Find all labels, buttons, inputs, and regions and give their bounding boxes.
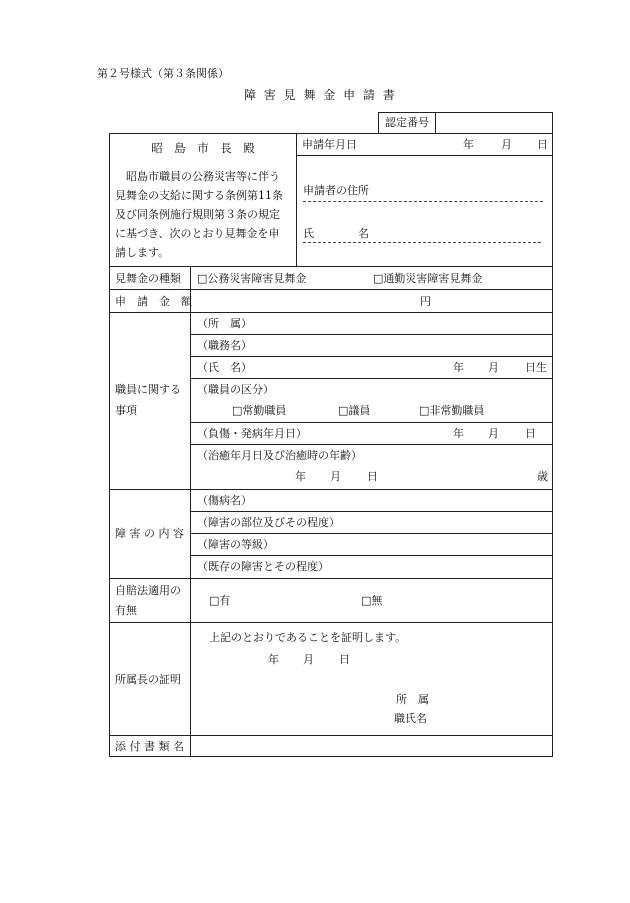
attachments-label: 添 付 書 類 名	[115, 740, 184, 753]
addressee: 昭 島 市 長 殿	[151, 141, 255, 155]
recovery-field: （治癒年月日及び治癒時の年齢）	[197, 449, 362, 462]
attachments-field[interactable]	[193, 737, 549, 755]
insurance-label-2: 有無	[115, 604, 137, 617]
birth-year: 年	[453, 361, 464, 374]
cert-name: 職氏名	[394, 712, 427, 725]
intro-line: 請します。	[115, 246, 170, 259]
form-number: 第２号様式（第３条関係）	[97, 67, 229, 80]
birth-day: 日生	[525, 361, 547, 374]
class-assembly[interactable]: □議員	[338, 404, 371, 417]
existing-disability-field: （既存の障害とその程度）	[197, 560, 329, 573]
employee-name-field: （氏 名）	[197, 361, 252, 374]
employee-class-field: （職員の区分）	[197, 383, 274, 396]
certification-label: 所属長の証明	[115, 673, 181, 686]
intro-line: 昭島市職員の公務災害等に伴う	[126, 170, 280, 183]
amount-unit: 円	[420, 295, 431, 308]
insurance-label: 自賠法適用の	[115, 584, 181, 597]
age-unit: 歳	[537, 470, 548, 483]
type-option-public[interactable]: □公務災害障害見舞金	[197, 272, 307, 285]
injury-date-field: （負傷・発病年月日）	[197, 427, 307, 440]
insurance-no[interactable]: □無	[361, 594, 383, 607]
disability-part-field: （障害の部位及びその程度）	[197, 516, 340, 529]
cert-day: 日	[339, 653, 350, 666]
employee-section-label: 職員に関する	[115, 383, 181, 396]
type-label: 見舞金の種類	[115, 272, 181, 285]
name-line	[303, 242, 541, 243]
address-line	[303, 201, 543, 202]
applicant-name-label: 氏 名	[303, 227, 369, 240]
form-title: 障 害 見 舞 金 申 請 書	[244, 88, 397, 102]
class-regular[interactable]: □常勤職員	[232, 404, 287, 417]
recovery-month: 月	[330, 470, 341, 483]
application-date-year: 年	[463, 138, 474, 151]
affiliation-field: （所 属）	[197, 317, 252, 330]
amount-label: 申 請 金 額	[115, 295, 192, 308]
type-option-commute[interactable]: □通勤災害障害見舞金	[373, 272, 483, 285]
certification-text: 上記のとおりであることを証明します。	[209, 631, 407, 644]
injury-year: 年	[453, 427, 464, 440]
employee-section-label-2: 事項	[115, 404, 137, 417]
intro-line: 見舞金の支給に関する条例第11条	[115, 189, 283, 202]
intro-line: 及び同条例施行規則第３条の規定	[115, 208, 280, 221]
birth-month: 月	[488, 361, 499, 374]
disability-grade-field: （障害の等級）	[197, 538, 274, 551]
applicant-address-label: 申請者の住所	[303, 184, 369, 197]
job-title-field: （職務名）	[197, 339, 252, 352]
disease-name-field: （傷病名）	[197, 494, 252, 507]
application-date-label: 申請年月日	[302, 138, 357, 151]
cert-month: 月	[303, 653, 314, 666]
intro-line: に基づき、次のとおり見舞金を申	[115, 227, 280, 240]
insurance-yes[interactable]: □有	[209, 594, 231, 607]
cert-year: 年	[268, 653, 279, 666]
application-date-month: 月	[501, 138, 512, 151]
class-part-time[interactable]: □非常勤職員	[419, 404, 485, 417]
cert-no-label: 認定番号	[385, 116, 429, 129]
injury-day: 日	[525, 427, 536, 440]
injury-month: 月	[488, 427, 499, 440]
disability-section-label: 障 害 の 内 容	[115, 527, 184, 540]
intro-text	[115, 167, 283, 262]
application-date-day: 日	[537, 138, 548, 151]
recovery-day: 日	[367, 470, 378, 483]
cert-no-field[interactable]	[440, 112, 548, 134]
cert-affiliation: 所 属	[396, 693, 429, 706]
recovery-year: 年	[295, 470, 306, 483]
